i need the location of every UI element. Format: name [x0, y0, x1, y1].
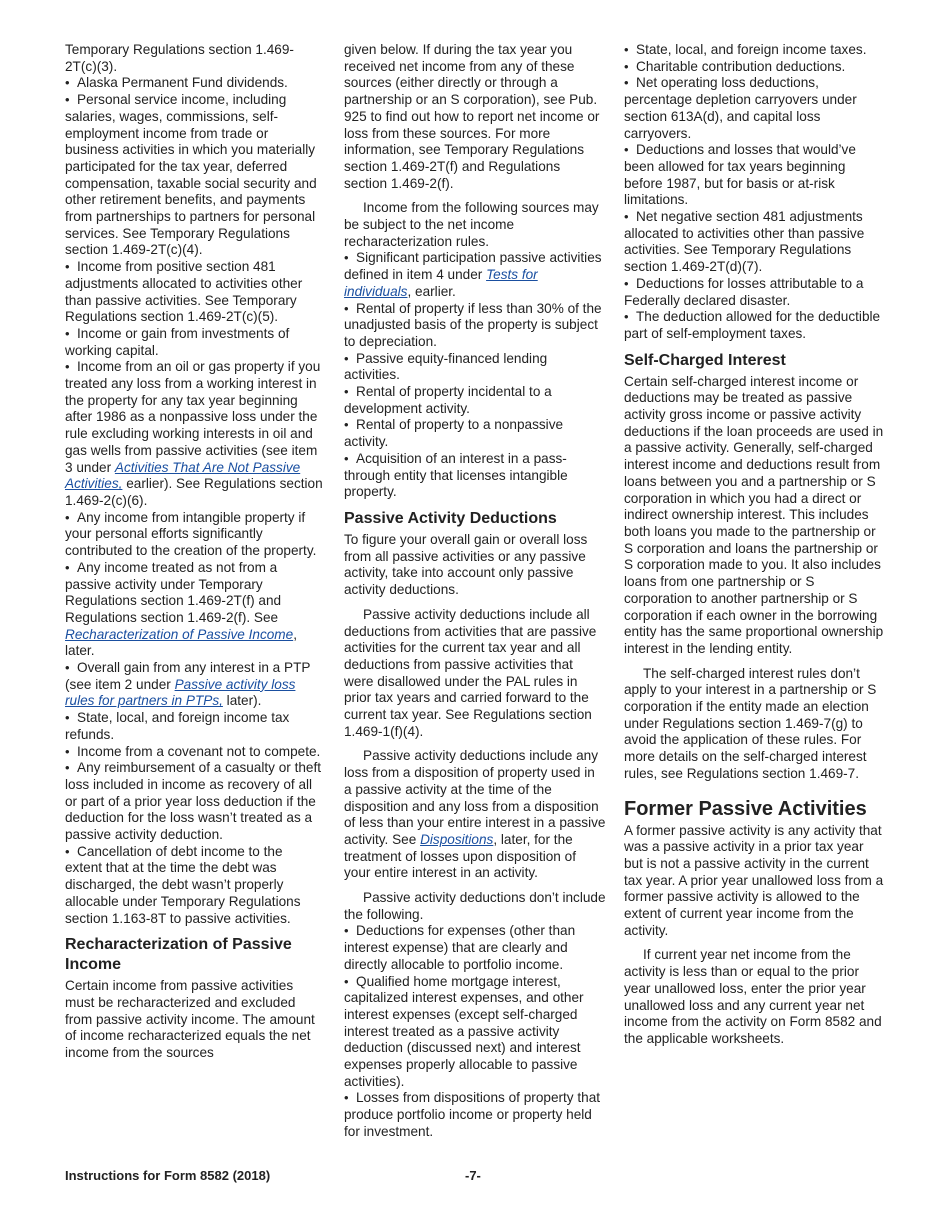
- link-dispositions[interactable]: Dispositions: [420, 831, 494, 847]
- column-1: [65, 42, 323, 1062]
- bullet-item: • Rental of property incidental to a development activity.: [344, 384, 606, 417]
- paragraph: Passive activity deductions include all deductions from activities that are passive activities for the current tax year and all deductions from passive activities that were disallowed under the PAL rules in prior tax years and carried forward to the current tax year. See Regulations section 1.469-1(f)(4).: [344, 606, 597, 739]
- paragraph: [344, 748, 606, 882]
- bullet-item: • Cancellation of debt income to the extent that at the time the debt was discharged, the debt wasn’t properly allocable under Temporary Regulations section 1.163-8T to passive activities.: [65, 844, 323, 928]
- bullet-item: • Losses from dispositions of property that produce portfolio income or property held for investment.: [344, 1090, 606, 1140]
- page-number: -7-: [465, 1168, 481, 1183]
- text: later).: [222, 693, 262, 709]
- bullet-item: [65, 560, 323, 660]
- bullet-item: [65, 660, 323, 710]
- bullet-item: • Income from positive section 481 adjustments allocated to activities other than passive activities. See Temporary Regulations section 1.469-2T(c)(5).: [65, 259, 323, 326]
- paragraph: given below. If during the tax year you received net income from any of these sources (either directly or through a partnership or an S corporation), see Pub. 925 to find out how to report net income or loss from these sources. For more information, see Temporary Regulations section 1.469-2T(f) and Regulations section 1.469-2(f).: [344, 42, 600, 191]
- paragraph: To figure your overall gain or overall loss from all passive activities or any passive activity, take into account only passive activity deductions.: [344, 531, 588, 598]
- link-recharacterization[interactable]: Recharacterization of Passive Income: [65, 626, 294, 642]
- paragraph: The self-charged interest rules don’t apply to your interest in a partnership or S corporation if the entity made an election under Regulations section 1.469-7(g) to avoid the application of these rules. For more details on the self-charged interest rules, see Regulations section 1.469-7.: [624, 665, 877, 781]
- bullet-item: • Alaska Permanent Fund dividends.: [65, 75, 323, 92]
- bullet-item: • Charitable contribution deductions.: [624, 59, 886, 76]
- bullet-item: • State, local, and foreign income taxes.: [624, 42, 886, 59]
- bullet-item: • The deduction allowed for the deductible part of self-employment taxes.: [624, 309, 886, 342]
- bullet-item: • Net negative section 481 adjustments allocated to activities other than passive activities. See Temporary Regulations section 1.469-2T(d)(7).: [624, 209, 886, 276]
- column-2: [344, 42, 606, 1141]
- bullet-item: • Passive equity-financed lending activities.: [344, 351, 606, 384]
- bullet-item: • Income from a covenant not to compete.: [65, 744, 323, 761]
- bullet-item: • Rental of property to a nonpassive activity.: [344, 417, 606, 450]
- bullet-item: • Deductions for expenses (other than interest expense) that are clearly and directly allocable to portfolio income.: [344, 923, 606, 973]
- text: Overall gain from any interest in a PTP (see item 2 under: [65, 660, 311, 692]
- bullet-item: • Deductions and losses that would’ve been allowed for tax years beginning before 1987, but for basis or at-risk limitations.: [624, 142, 886, 209]
- link-tests-for-individuals[interactable]: Tests for individuals: [344, 267, 538, 299]
- footer-title: Instructions for Form 8582 (2018): [65, 1168, 271, 1183]
- paragraph: A former passive activity is any activity that was a passive activity in a prior tax year but is not a passive activity in the current tax year. A prior year unallowed loss from a former passive activity is allowed to the extent of current year income from the activity.: [624, 822, 884, 938]
- major-heading: Former Passive Activities: [624, 797, 867, 820]
- text: Significant participation passive activities defined in item 4 under: [344, 250, 602, 283]
- text: , later, for the treatment of losses upon disposition of your entire interest in an activity.: [344, 831, 576, 881]
- paragraph: Temporary Regulations section 1.469-2T(c)(3).: [65, 42, 294, 74]
- text: , earlier.: [407, 283, 456, 299]
- bullet-item: [344, 250, 606, 300]
- text: , later.: [65, 626, 297, 659]
- paragraph: If current year net income from the activity is less than or equal to the prior year unallowed loss, enter the prior year unallowed loss and any current year net income from the activity on Form 8582 and the applicable worksheets.: [624, 947, 882, 1046]
- bullet-item: • Acquisition of an interest in a pass-through entity that licenses intangible property.: [344, 451, 606, 501]
- bullet-item: • Rental of property if less than 30% of the unadjusted basis of the property is subject to depreciation.: [344, 301, 606, 351]
- bullet-item: • Deductions for losses attributable to a Federally declared disaster.: [624, 276, 886, 309]
- bullet-item: • Qualified home mortgage interest, capitalized interest expenses, and other interest expenses (except self-charged interest treated as a passive activity deduction (discussed next) and interest expenses properly allocable to passive activities).: [344, 974, 606, 1091]
- bullet-item: [65, 359, 323, 509]
- bullet-item: • Any reimbursement of a casualty or theft loss included in income as recovery of all or part of a prior year loss deduction if the deduction for the loss wasn’t treated as a passive activity deduction.: [65, 760, 323, 844]
- bullet-item: • Any income from intangible property if your personal efforts significantly contributed to the creation of the property.: [65, 510, 323, 560]
- section-heading: Recharacterization of Passive Income: [65, 936, 292, 974]
- text: Passive activity deductions include any loss from a disposition of property used in a passive activity at the time of the disposition and any loss from a disposition of less than your entire interest in a passive activity. See: [344, 748, 606, 847]
- bullet-item: • Net operating loss deductions, percentage depletion carryovers under section 613A(d), and capital loss carryovers.: [624, 75, 886, 142]
- text: Any income treated as not from a passive activity under Temporary Regulations section 1.469-2T(f) and Regulations section 1.469-2(f). See: [65, 559, 282, 625]
- paragraph: Certain income from passive activities must be recharacterized and excluded from passive activity income. The amount of income recharacterized equals the net income from the sources: [65, 978, 315, 1061]
- section-heading: Self-Charged Interest: [624, 351, 786, 369]
- column-3: [624, 42, 886, 1048]
- paragraph: Certain self-charged interest income or deductions may be treated as passive activity gross income or passive activity deductions if the loan proceeds are used in a passive activity. Generally, self-charged interest income and deductions result from loans between you and a partnership or S corporation in which you had a direct or indirect ownership interest. This includes both loans you made to the partnership or S corporation and loans the partnership or S corporation made to you. It also includes loans from one partnership or S corporation to another partnership or S corporation if each owner in the borrowing entity has the same proportional ownership interest in the lending entity.: [624, 373, 884, 656]
- section-heading: Passive Activity Deductions: [344, 509, 557, 527]
- bullet-item: • State, local, and foreign income tax refunds.: [65, 710, 323, 743]
- bullet-item: • Income or gain from investments of working capital.: [65, 326, 323, 359]
- paragraph: Passive activity deductions don’t include the following.: [344, 890, 606, 922]
- link-ptp-rules[interactable]: Passive activity loss rules for partners in PTPs,: [65, 676, 296, 709]
- link-activities-not-passive[interactable]: Activities That Are Not Passive Activities,: [65, 459, 301, 492]
- paragraph: Income from the following sources may be subject to the net income recharacterization rules.: [344, 200, 599, 249]
- bullet-item: • Personal service income, including salaries, wages, commissions, self-employment income from trade or business activities in which you materially participated for the tax year, deferred compensation, taxable social security and other retirement benefits, and payments from partnerships to partners for personal services. See Temporary Regulations section 1.469-2T(c)(4).: [65, 92, 323, 259]
- text: earlier). See Regulations section 1.469-2(c)(6).: [65, 476, 323, 508]
- text: Income from an oil or gas property if you treated any loss from a working interest in the property for any tax year beginning after 1986 as a nonpassive loss under the rule excluding working interests in oil and gas wells from passive activities (see item 3 under: [65, 359, 321, 475]
